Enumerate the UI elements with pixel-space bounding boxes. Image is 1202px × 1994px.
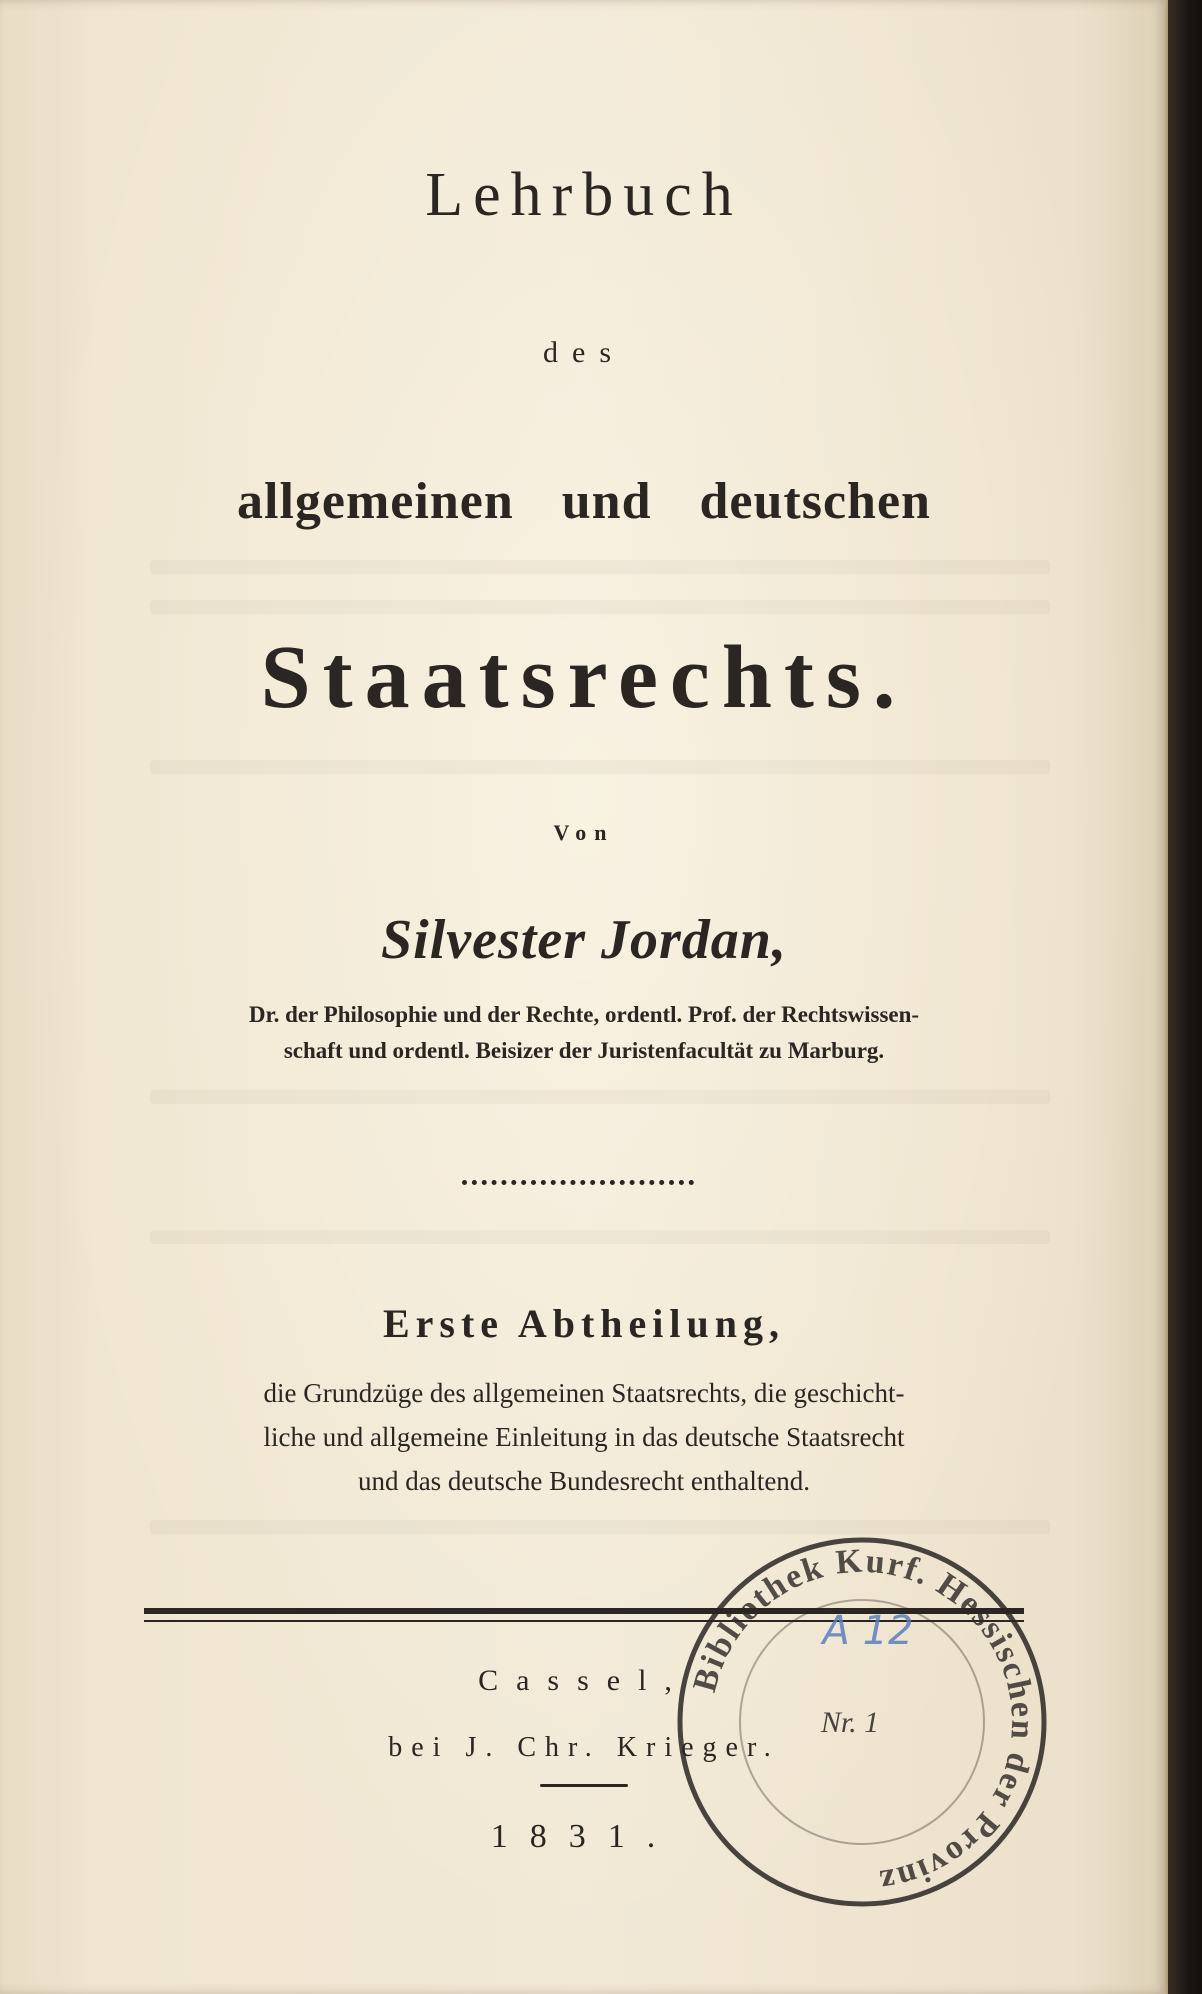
title-line-staatsrechts: Staatsrechts. [260,628,908,727]
bleed-through-line [150,560,1050,574]
bleed-through-line [150,600,1050,614]
author-credentials-1: Dr. der Philosophie und der Rechte, ordentl. Prof. der Rechtswissen- [248,1002,920,1027]
library-stamp [672,1532,1052,1912]
bleed-through-line [150,760,1050,774]
part-description-1: die Grundzüge des allgemeinen Staatsrechts, die geschicht- [263,1378,905,1408]
imprint-rule [540,1784,628,1787]
bleed-through-line [150,1230,1050,1244]
author-name: Silvester Jordan, [381,909,787,971]
stamp-ring-text: Bibliothek Kurf. Hessischen der Provinz [686,1542,1042,1901]
part-heading: Erste Abtheilung, [382,1301,786,1346]
part-description-2: liche und allgemeine Einleitung in das deutsche Staatsrecht [263,1422,905,1452]
stamp-number: Nr. 1 [820,1706,880,1739]
by-line: Von [553,820,615,845]
title-line-des: des [543,336,625,369]
title-line-allgemeinen: allgemeinen und deutschen [237,473,931,530]
imprint-place: Cassel, [478,1664,690,1697]
stamp-shelfmark: A 12 [822,1608,914,1654]
title-line-lehrbuch: Lehrbuch [425,161,743,229]
imprint-publisher: bei J. Chr. Krieger. [388,1732,780,1763]
book-spine-edge [1168,0,1202,1994]
author-credentials-2: schaft und ordentl. Beisizer der Juristenfacultät zu Marburg. [283,1038,885,1063]
imprint-year: 1831. [490,1818,678,1855]
bleed-through-line [150,1090,1050,1104]
part-description-3: und das deutsche Bundesrecht enthaltend. [357,1466,811,1496]
dotted-divider [462,1180,694,1185]
